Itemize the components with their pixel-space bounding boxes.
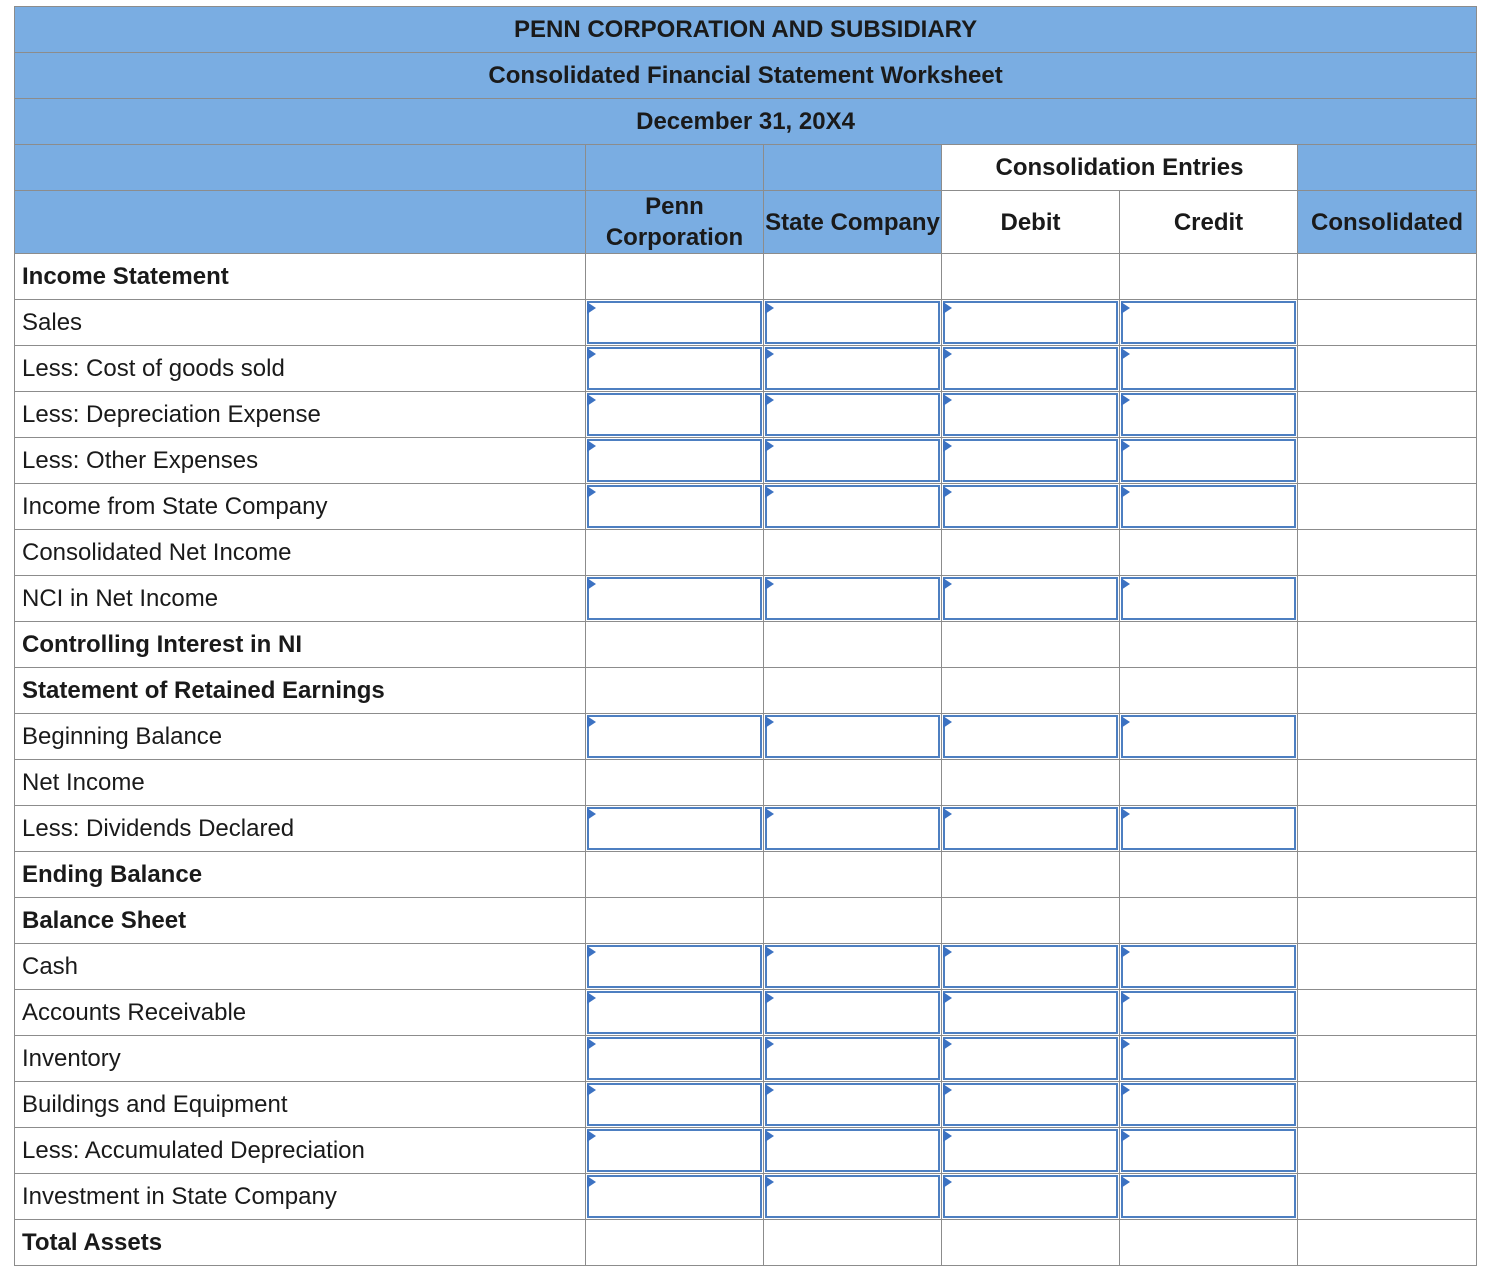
table-row: [15, 1036, 1477, 1082]
dropdown-marker-icon[interactable]: [587, 394, 596, 406]
penn-amount-input[interactable]: [587, 485, 762, 528]
credit-amount-input[interactable]: [1121, 301, 1296, 344]
debit-amount-input[interactable]: [943, 301, 1118, 344]
row-label: Less: Other Expenses: [15, 438, 586, 484]
debit-amount-input[interactable]: [943, 945, 1118, 988]
consolidated-cell: [1298, 668, 1477, 714]
row-label: Balance Sheet: [15, 898, 586, 944]
state-input-cell[interactable]: [764, 576, 942, 622]
penn-cell: [586, 760, 764, 806]
state-amount-input[interactable]: [765, 807, 940, 850]
dropdown-marker-icon[interactable]: [1121, 1176, 1130, 1188]
consolidated-cell: [1298, 438, 1477, 484]
penn-input-cell[interactable]: [586, 1082, 764, 1128]
state-input-cell[interactable]: [764, 300, 942, 346]
state-input-cell[interactable]: [764, 1174, 942, 1220]
consolidation-entries-header: Consolidation Entries: [942, 145, 1298, 191]
debit-cell: [942, 254, 1120, 300]
consolidated-cell: [1298, 300, 1477, 346]
penn-cell: [586, 530, 764, 576]
dropdown-marker-icon[interactable]: [587, 1084, 596, 1096]
penn-amount-input[interactable]: [587, 301, 762, 344]
state-cell: [764, 852, 942, 898]
consolidated-cell: [1298, 852, 1477, 898]
credit-input-cell[interactable]: [1120, 346, 1298, 392]
credit-amount-input[interactable]: [1121, 577, 1296, 620]
consolidated-cell: [1298, 392, 1477, 438]
credit-input-cell[interactable]: [1120, 438, 1298, 484]
row-label: Income from State Company: [15, 484, 586, 530]
credit-amount-input[interactable]: [1121, 1129, 1296, 1172]
credit-cell: [1120, 622, 1298, 668]
row-label: NCI in Net Income: [15, 576, 586, 622]
debit-input-cell[interactable]: [942, 1128, 1120, 1174]
dropdown-marker-icon[interactable]: [943, 992, 952, 1004]
state-amount-input[interactable]: [765, 1175, 940, 1218]
dropdown-marker-icon[interactable]: [1121, 394, 1130, 406]
penn-input-cell[interactable]: [586, 392, 764, 438]
section-row: [15, 898, 1477, 944]
credit-amount-input[interactable]: [1121, 807, 1296, 850]
dropdown-marker-icon[interactable]: [587, 992, 596, 1004]
credit-amount-input[interactable]: [1121, 945, 1296, 988]
credit-input-cell[interactable]: [1120, 944, 1298, 990]
penn-cell: [586, 254, 764, 300]
dropdown-marker-icon[interactable]: [765, 1038, 774, 1050]
consolidated-cell: [1298, 760, 1477, 806]
worksheet-date: December 31, 20X4: [15, 99, 1477, 145]
penn-amount-input[interactable]: [587, 577, 762, 620]
state-cell: [764, 898, 942, 944]
state-input-cell[interactable]: [764, 484, 942, 530]
credit-amount-input[interactable]: [1121, 1037, 1296, 1080]
debit-amount-input[interactable]: [943, 807, 1118, 850]
state-input-cell[interactable]: [764, 990, 942, 1036]
state-input-cell[interactable]: [764, 806, 942, 852]
credit-amount-input[interactable]: [1121, 347, 1296, 390]
consolidated-cell: [1298, 1128, 1477, 1174]
credit-cell: [1120, 1220, 1298, 1266]
penn-amount-input[interactable]: [587, 715, 762, 758]
dropdown-marker-icon[interactable]: [587, 716, 596, 728]
credit-input-cell[interactable]: [1120, 1082, 1298, 1128]
state-amount-input[interactable]: [765, 945, 940, 988]
credit-input-cell[interactable]: [1120, 806, 1298, 852]
credit-input-cell[interactable]: [1120, 714, 1298, 760]
state-amount-input[interactable]: [765, 991, 940, 1034]
consolidated-cell: [1298, 1036, 1477, 1082]
table-row: [15, 346, 1477, 392]
penn-cell: [586, 622, 764, 668]
header-blank: [1298, 145, 1477, 191]
consolidation-worksheet: [14, 6, 1477, 1266]
dropdown-marker-icon[interactable]: [587, 1038, 596, 1050]
table-row: [15, 852, 1477, 898]
section-row: [15, 668, 1477, 714]
credit-input-cell[interactable]: [1120, 1128, 1298, 1174]
header-blank: [586, 145, 764, 191]
penn-input-cell[interactable]: [586, 576, 764, 622]
row-label: Total Assets: [15, 1220, 586, 1266]
credit-cell: [1120, 852, 1298, 898]
dropdown-marker-icon[interactable]: [765, 348, 774, 360]
company-title: PENN CORPORATION AND SUBSIDIARY: [15, 7, 1477, 53]
dropdown-marker-icon[interactable]: [1121, 716, 1130, 728]
credit-amount-input[interactable]: [1121, 715, 1296, 758]
row-label: Less: Depreciation Expense: [15, 392, 586, 438]
penn-amount-input[interactable]: [587, 393, 762, 436]
header-blank: [15, 191, 586, 254]
credit-cell: [1120, 668, 1298, 714]
state-cell: [764, 668, 942, 714]
row-label: Buildings and Equipment: [15, 1082, 586, 1128]
penn-amount-input[interactable]: [587, 1129, 762, 1172]
debit-amount-input[interactable]: [943, 715, 1118, 758]
penn-input-cell[interactable]: [586, 300, 764, 346]
debit-cell: [942, 668, 1120, 714]
consolidated-cell: [1298, 898, 1477, 944]
debit-input-cell[interactable]: [942, 1082, 1120, 1128]
credit-input-cell[interactable]: [1120, 1036, 1298, 1082]
dropdown-marker-icon[interactable]: [765, 302, 774, 314]
penn-input-cell[interactable]: [586, 1036, 764, 1082]
penn-cell: [586, 852, 764, 898]
dropdown-marker-icon[interactable]: [765, 992, 774, 1004]
dropdown-marker-icon[interactable]: [1121, 486, 1130, 498]
dropdown-marker-icon[interactable]: [943, 808, 952, 820]
table-row: [15, 622, 1477, 668]
dropdown-marker-icon[interactable]: [1121, 808, 1130, 820]
debit-cell: [942, 760, 1120, 806]
credit-input-cell[interactable]: [1120, 392, 1298, 438]
table-row: [15, 530, 1477, 576]
state-input-cell[interactable]: [764, 944, 942, 990]
debit-amount-input[interactable]: [943, 485, 1118, 528]
row-label: Sales: [15, 300, 586, 346]
state-amount-input[interactable]: [765, 1129, 940, 1172]
debit-amount-input[interactable]: [943, 393, 1118, 436]
dropdown-marker-icon[interactable]: [1121, 992, 1130, 1004]
header-blank: [15, 145, 586, 191]
debit-input-cell[interactable]: [942, 392, 1120, 438]
dropdown-marker-icon[interactable]: [587, 348, 596, 360]
column-header-credit: Credit: [1120, 191, 1298, 254]
credit-amount-input[interactable]: [1121, 1083, 1296, 1126]
dropdown-marker-icon[interactable]: [943, 394, 952, 406]
dropdown-marker-icon[interactable]: [765, 716, 774, 728]
dropdown-marker-icon[interactable]: [943, 578, 952, 590]
table-row: [15, 438, 1477, 484]
dropdown-marker-icon[interactable]: [943, 1130, 952, 1142]
column-header-state: State Company: [764, 191, 942, 254]
dropdown-marker-icon[interactable]: [943, 716, 952, 728]
dropdown-marker-icon[interactable]: [943, 486, 952, 498]
debit-cell: [942, 530, 1120, 576]
state-amount-input[interactable]: [765, 715, 940, 758]
state-input-cell[interactable]: [764, 1036, 942, 1082]
penn-input-cell[interactable]: [586, 1128, 764, 1174]
dropdown-marker-icon[interactable]: [1121, 348, 1130, 360]
consolidated-cell: [1298, 1220, 1477, 1266]
state-input-cell[interactable]: [764, 1082, 942, 1128]
debit-amount-input[interactable]: [943, 1175, 1118, 1218]
penn-amount-input[interactable]: [587, 1175, 762, 1218]
state-input-cell[interactable]: [764, 1128, 942, 1174]
dropdown-marker-icon[interactable]: [587, 486, 596, 498]
consolidated-cell: [1298, 254, 1477, 300]
consolidated-cell: [1298, 484, 1477, 530]
penn-amount-input[interactable]: [587, 991, 762, 1034]
debit-input-cell[interactable]: [942, 990, 1120, 1036]
consolidated-cell: [1298, 1174, 1477, 1220]
dropdown-marker-icon[interactable]: [1121, 946, 1130, 958]
table-row: [15, 1082, 1477, 1128]
credit-cell: [1120, 530, 1298, 576]
consolidated-cell: [1298, 622, 1477, 668]
row-label: Accounts Receivable: [15, 990, 586, 1036]
dropdown-marker-icon[interactable]: [943, 1084, 952, 1096]
state-amount-input[interactable]: [765, 485, 940, 528]
consolidated-cell: [1298, 944, 1477, 990]
state-cell: [764, 622, 942, 668]
table-row: [15, 1174, 1477, 1220]
penn-amount-input[interactable]: [587, 347, 762, 390]
dropdown-marker-icon[interactable]: [765, 946, 774, 958]
state-cell: [764, 1220, 942, 1266]
dropdown-marker-icon[interactable]: [765, 578, 774, 590]
table-row: [15, 484, 1477, 530]
state-amount-input[interactable]: [765, 1037, 940, 1080]
debit-input-cell[interactable]: [942, 1036, 1120, 1082]
consolidated-cell: [1298, 576, 1477, 622]
penn-cell: [586, 898, 764, 944]
debit-cell: [942, 1220, 1120, 1266]
penn-input-cell[interactable]: [586, 990, 764, 1036]
dropdown-marker-icon[interactable]: [943, 946, 952, 958]
debit-cell: [942, 852, 1120, 898]
dropdown-marker-icon[interactable]: [943, 348, 952, 360]
dropdown-marker-icon[interactable]: [587, 1130, 596, 1142]
dropdown-marker-icon[interactable]: [587, 302, 596, 314]
state-cell: [764, 760, 942, 806]
table-row: [15, 392, 1477, 438]
credit-input-cell[interactable]: [1120, 576, 1298, 622]
dropdown-marker-icon[interactable]: [765, 1176, 774, 1188]
credit-input-cell[interactable]: [1120, 300, 1298, 346]
row-label: Controlling Interest in NI: [15, 622, 586, 668]
credit-input-cell[interactable]: [1120, 1174, 1298, 1220]
debit-cell: [942, 622, 1120, 668]
dropdown-marker-icon[interactable]: [943, 302, 952, 314]
dropdown-marker-icon[interactable]: [587, 578, 596, 590]
penn-input-cell[interactable]: [586, 944, 764, 990]
section-row: [15, 254, 1477, 300]
state-amount-input[interactable]: [765, 439, 940, 482]
column-header-consolidated: Consolidated: [1298, 191, 1477, 254]
debit-cell: [942, 898, 1120, 944]
credit-amount-input[interactable]: [1121, 439, 1296, 482]
penn-input-cell[interactable]: [586, 484, 764, 530]
dropdown-marker-icon[interactable]: [765, 808, 774, 820]
dropdown-marker-icon[interactable]: [943, 440, 952, 452]
dropdown-marker-icon[interactable]: [587, 1176, 596, 1188]
state-amount-input[interactable]: [765, 393, 940, 436]
dropdown-marker-icon[interactable]: [1121, 578, 1130, 590]
debit-amount-input[interactable]: [943, 439, 1118, 482]
debit-amount-input[interactable]: [943, 347, 1118, 390]
state-cell: [764, 254, 942, 300]
credit-amount-input[interactable]: [1121, 991, 1296, 1034]
table-row: [15, 1220, 1477, 1266]
row-label: Statement of Retained Earnings: [15, 668, 586, 714]
debit-input-cell[interactable]: [942, 806, 1120, 852]
table-row: [15, 300, 1477, 346]
dropdown-marker-icon[interactable]: [1121, 1038, 1130, 1050]
column-header-debit: Debit: [942, 191, 1120, 254]
state-amount-input[interactable]: [765, 301, 940, 344]
state-input-cell[interactable]: [764, 392, 942, 438]
penn-input-cell[interactable]: [586, 1174, 764, 1220]
debit-amount-input[interactable]: [943, 1083, 1118, 1126]
debit-input-cell[interactable]: [942, 484, 1120, 530]
dropdown-marker-icon[interactable]: [1121, 440, 1130, 452]
row-label: Consolidated Net Income: [15, 530, 586, 576]
debit-amount-input[interactable]: [943, 577, 1118, 620]
table-row: [15, 944, 1477, 990]
penn-amount-input[interactable]: [587, 439, 762, 482]
dropdown-marker-icon[interactable]: [765, 1084, 774, 1096]
row-label: Income Statement: [15, 254, 586, 300]
debit-input-cell[interactable]: [942, 438, 1120, 484]
dropdown-marker-icon[interactable]: [587, 946, 596, 958]
dropdown-marker-icon[interactable]: [943, 1038, 952, 1050]
row-label: Net Income: [15, 760, 586, 806]
dropdown-marker-icon[interactable]: [587, 808, 596, 820]
dropdown-marker-icon[interactable]: [1121, 302, 1130, 314]
penn-input-cell[interactable]: [586, 438, 764, 484]
dropdown-marker-icon[interactable]: [765, 440, 774, 452]
table-row: [15, 714, 1477, 760]
debit-amount-input[interactable]: [943, 1037, 1118, 1080]
credit-input-cell[interactable]: [1120, 484, 1298, 530]
state-amount-input[interactable]: [765, 1083, 940, 1126]
row-label: Less: Dividends Declared: [15, 806, 586, 852]
penn-input-cell[interactable]: [586, 346, 764, 392]
credit-input-cell[interactable]: [1120, 990, 1298, 1036]
dropdown-marker-icon[interactable]: [765, 1130, 774, 1142]
row-label: Less: Accumulated Depreciation: [15, 1128, 586, 1174]
row-label: Beginning Balance: [15, 714, 586, 760]
consolidated-cell: [1298, 346, 1477, 392]
consolidated-cell: [1298, 714, 1477, 760]
state-input-cell[interactable]: [764, 714, 942, 760]
debit-amount-input[interactable]: [943, 991, 1118, 1034]
penn-amount-input[interactable]: [587, 945, 762, 988]
consolidated-cell: [1298, 1082, 1477, 1128]
table-row: [15, 1128, 1477, 1174]
dropdown-marker-icon[interactable]: [943, 1176, 952, 1188]
credit-amount-input[interactable]: [1121, 393, 1296, 436]
credit-amount-input[interactable]: [1121, 485, 1296, 528]
consolidated-cell: [1298, 990, 1477, 1036]
credit-cell: [1120, 898, 1298, 944]
credit-cell: [1120, 254, 1298, 300]
penn-input-cell[interactable]: [586, 714, 764, 760]
debit-amount-input[interactable]: [943, 1129, 1118, 1172]
penn-cell: [586, 668, 764, 714]
table-row: [15, 806, 1477, 852]
debit-input-cell[interactable]: [942, 714, 1120, 760]
state-amount-input[interactable]: [765, 347, 940, 390]
consolidated-cell: [1298, 530, 1477, 576]
column-header-penn: Penn Corporation: [586, 191, 764, 254]
state-input-cell[interactable]: [764, 438, 942, 484]
row-label: Cash: [15, 944, 586, 990]
header-blank: [764, 145, 942, 191]
penn-amount-input[interactable]: [587, 1037, 762, 1080]
dropdown-marker-icon[interactable]: [587, 440, 596, 452]
state-input-cell[interactable]: [764, 346, 942, 392]
debit-input-cell[interactable]: [942, 346, 1120, 392]
debit-input-cell[interactable]: [942, 1174, 1120, 1220]
credit-cell: [1120, 760, 1298, 806]
credit-amount-input[interactable]: [1121, 1175, 1296, 1218]
dropdown-marker-icon[interactable]: [765, 486, 774, 498]
dropdown-marker-icon[interactable]: [1121, 1130, 1130, 1142]
dropdown-marker-icon[interactable]: [1121, 1084, 1130, 1096]
debit-input-cell[interactable]: [942, 576, 1120, 622]
row-label: Less: Cost of goods sold: [15, 346, 586, 392]
table-row: [15, 576, 1477, 622]
debit-input-cell[interactable]: [942, 944, 1120, 990]
penn-amount-input[interactable]: [587, 1083, 762, 1126]
penn-input-cell[interactable]: [586, 806, 764, 852]
row-label: Ending Balance: [15, 852, 586, 898]
state-cell: [764, 530, 942, 576]
debit-input-cell[interactable]: [942, 300, 1120, 346]
consolidated-cell: [1298, 806, 1477, 852]
table-row: [15, 990, 1477, 1036]
row-label: Inventory: [15, 1036, 586, 1082]
worksheet-title: Consolidated Financial Statement Worksheet: [15, 53, 1477, 99]
state-amount-input[interactable]: [765, 577, 940, 620]
penn-cell: [586, 1220, 764, 1266]
row-label: Investment in State Company: [15, 1174, 586, 1220]
penn-amount-input[interactable]: [587, 807, 762, 850]
dropdown-marker-icon[interactable]: [765, 394, 774, 406]
table-row: [15, 760, 1477, 806]
